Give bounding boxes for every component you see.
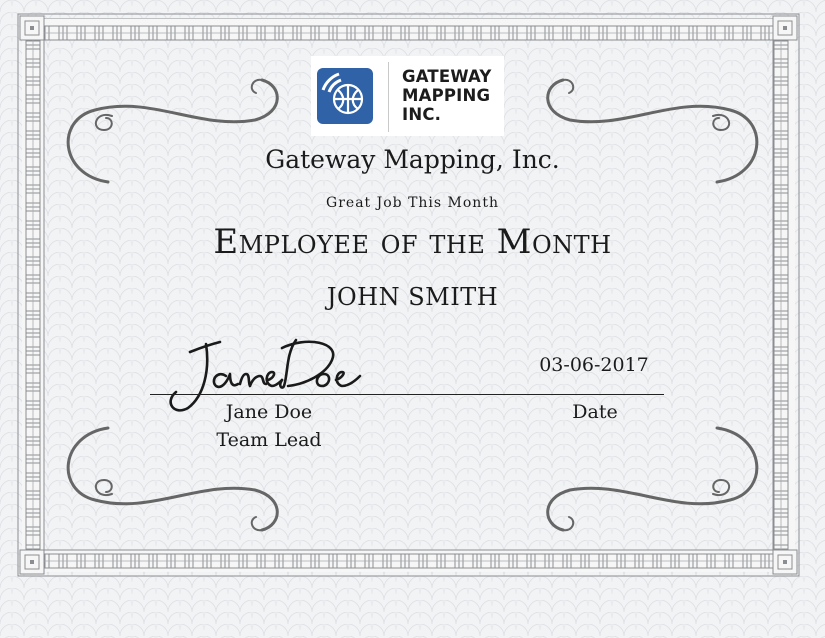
flourish-bottom-right bbox=[548, 428, 757, 530]
company-logo bbox=[311, 56, 504, 136]
logo-line-3: INC. bbox=[402, 105, 442, 124]
certificate-tagline: Great Job This Month bbox=[326, 195, 499, 211]
logo-line-2: MAPPING bbox=[402, 86, 491, 105]
signer-name: Jane Doe bbox=[225, 401, 313, 423]
logo-divider bbox=[388, 62, 389, 132]
award-date: 03-06-2017 bbox=[539, 354, 649, 376]
recipient-name: JOHN SMITH bbox=[326, 283, 499, 311]
certificate-title: Employee of the Month bbox=[213, 222, 612, 262]
date-label: Date bbox=[572, 401, 618, 423]
globe-icon bbox=[317, 68, 373, 124]
signer-role: Team Lead bbox=[216, 429, 322, 451]
logo-wordmark bbox=[402, 67, 502, 124]
signature-line bbox=[150, 394, 664, 395]
logo-line-1: GATEWAY bbox=[402, 67, 492, 86]
company-name: Gateway Mapping, Inc. bbox=[265, 145, 560, 174]
